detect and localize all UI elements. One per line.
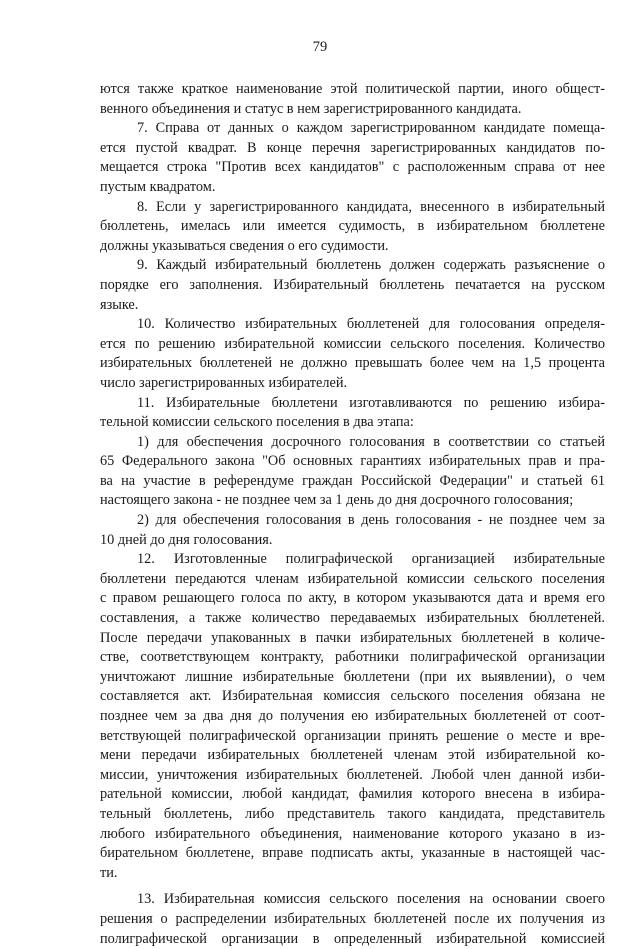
text-line: ветствующей полиграфической организации принять решение о месте и вре- [100, 727, 605, 744]
text-line: 7. Справа от данных о каждом зарегистрированном кандидате помеща- [137, 120, 605, 137]
text-line: число зарегистрированных избирателей. [100, 374, 348, 391]
text-line: с правом решающего голоса по акту, в котором указываются дата и время его [100, 590, 605, 607]
text-line: полиграфической организации в определенный избирательной комиссией [100, 930, 605, 947]
text-line: стве, соответствующем контракту, работники полиграфической организации [100, 649, 605, 666]
text-line: тельной комиссии сельского поселения в два этапа: [100, 414, 414, 431]
text-line: После передачи упакованных в пачки избирательных бюллетеней в количе- [100, 629, 605, 646]
text-line: рательной комиссии, любой кандидат, фамилия которого внесена в избира- [100, 786, 605, 803]
text-line: любого избирательного объединения, наименование которого указано в из- [100, 825, 605, 842]
text-line: бюллетени передаются членам избирательной комиссии сельского поселения [100, 570, 605, 587]
text-line: 65 Федерального закона "Об основных гарантиях избирательных прав и пра- [100, 453, 605, 470]
text-line: 10 дней до дня голосования. [100, 531, 273, 548]
text-line: 1) для обеспечения досрочного голосования в соответствии со статьей [137, 433, 605, 450]
text-line: 2) для обеспечения голосования в день голосования - не позднее чем за [137, 512, 605, 529]
text-line: ются также краткое наименование этой политической партии, иного общест- [100, 81, 605, 97]
text-line: 12. Изготовленные полиграфической организацией избирательные [137, 551, 605, 568]
text-line: составления, а также количество передаваемых избирательных бюллетеней. [100, 610, 605, 627]
text-line: решения о распределении избирательных бюллетеней после их получения из [100, 910, 605, 927]
text-line: настоящего закона - не позднее чем за 1 день до дня досрочного голосования; [100, 492, 574, 509]
text-line: 11. Избирательные бюллетени изготавливаются по решению избира- [137, 394, 605, 411]
text-line: тельный бюллетень, либо представитель такого кандидата, представитель [100, 805, 605, 822]
text-line: избирательных бюллетеней не должно превышать более чем на 1,5 процента [100, 355, 605, 372]
text-line: 9. Каждый избирательный бюллетень должен содержать разъяснение о [137, 257, 605, 274]
text-line: мещается строка "Против всех кандидатов" с расположенным справа от нее [100, 159, 605, 176]
paragraph [100, 890, 605, 949]
paragraph [100, 80, 605, 119]
text-line: ется пустой квадрат. В конце перечня зарегистрированных кандидатов по- [100, 139, 605, 156]
paragraph [100, 550, 605, 883]
paragraph [100, 256, 605, 315]
text-line: ется по решению избирательной комиссии сельского поселения. Количество [100, 335, 605, 352]
paragraph [100, 198, 605, 257]
text-line: миссии, уничтожения избирательных бюллетеней. Любой член данной изби- [100, 766, 605, 783]
paragraph [100, 433, 605, 511]
text-line: 13. Избирательная комиссия сельского поселения на основании своего [137, 891, 605, 908]
text-line: венного объединения и статус в нем зарегистрированного кандидата. [100, 100, 522, 117]
text-line: пустым квадратом. [100, 178, 216, 195]
paragraph [100, 119, 605, 197]
text-line: ти. [100, 864, 118, 881]
text-line: уничтожают лишние избирательные бюллетени (при их выявлении), о чем [100, 668, 605, 685]
page-number: 79 [312, 39, 328, 55]
text-line: составляется акт. Избирательная комиссия сельского поселения обязана не [100, 688, 605, 705]
paragraph [100, 511, 605, 550]
text-line: порядке его заполнения. Избирательный бюллетень печатается на русском [100, 276, 605, 293]
text-line: 10. Количество избирательных бюллетеней для голосования определя- [137, 316, 605, 333]
text-line: позднее чем за два дня до получения ею избирательных бюллетеней от соот- [100, 708, 605, 724]
paragraph [100, 315, 605, 393]
text-line: ва на участие в референдуме граждан Российской Федерации" и статьей 61 [100, 472, 605, 489]
paragraph [100, 394, 605, 433]
body-text [100, 80, 605, 949]
text-line: языке. [100, 296, 139, 313]
text-line: 8. Если у зарегистрированного кандидата, внесенного в избирательный [137, 198, 605, 215]
text-line: должны указываться сведения о его судимости. [100, 237, 389, 254]
text-line: бирательном бюллетене, вправе подписать акты, указанные в настоящей час- [100, 845, 605, 862]
text-line: бюллетень, имелась или имеется судимость, в избирательном бюллетене [100, 218, 605, 235]
text-line: мени передачи избирательных бюллетеней членам этой избирательной ко- [100, 747, 605, 764]
